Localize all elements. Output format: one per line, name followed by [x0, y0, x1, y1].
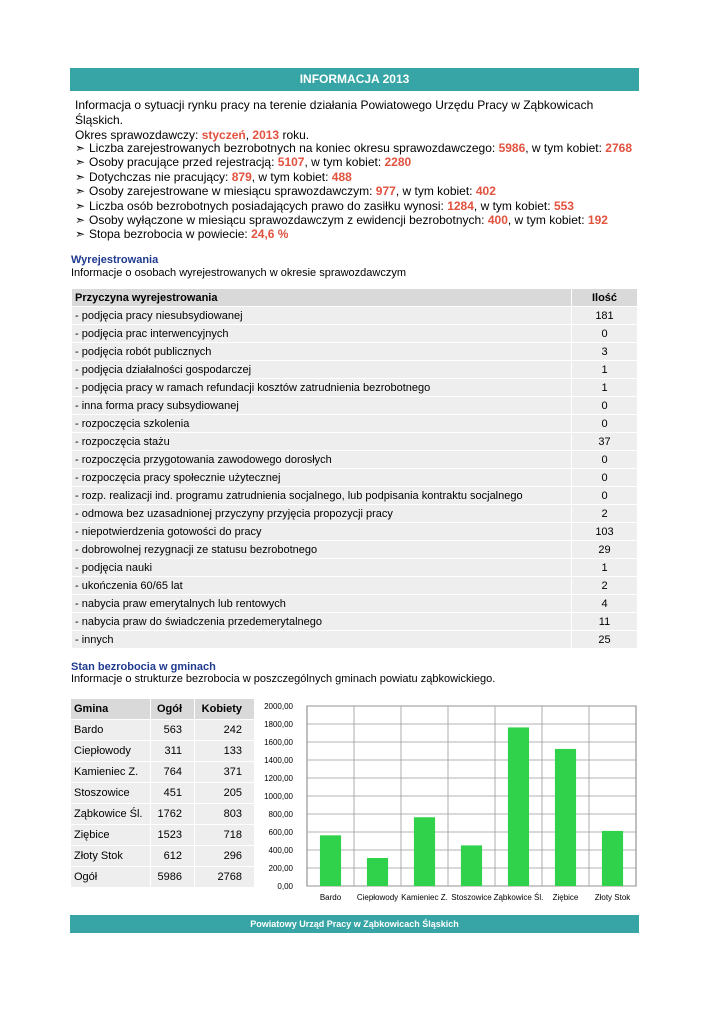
count-cell: 2	[572, 577, 638, 595]
reason-cell: - podjęcia prac interwencyjnych	[72, 325, 572, 343]
women-cell: 371	[195, 762, 255, 783]
summary-label: Dotychczas nie pracujący:	[89, 169, 232, 184]
count-cell: 0	[572, 325, 638, 343]
x-tick-label: Stoszowice	[451, 893, 492, 902]
summary-label: , w tym kobiet:	[507, 213, 588, 228]
table-row	[71, 741, 255, 762]
summary-value-women: 192	[587, 213, 608, 228]
summary-value-women: 2768	[605, 141, 632, 155]
count-cell: 1	[572, 361, 638, 379]
table-row	[72, 595, 638, 613]
report-title: INFORMACJA 2013	[299, 72, 410, 86]
total-cell: 5986	[151, 867, 195, 888]
table-row	[71, 783, 255, 804]
summary-item	[75, 170, 635, 184]
municipality-cell: Kamieniec Z.	[71, 762, 151, 783]
column-header-count: Ilość	[572, 289, 638, 307]
arrow-icon: ➣	[75, 169, 86, 184]
table-row	[71, 720, 255, 741]
table-row	[71, 867, 255, 888]
summary-label: Osoby zarejestrowane w miesiącu sprawozdawczym:	[89, 184, 376, 199]
table-row	[72, 541, 638, 559]
municipality-cell: Ciepłowody	[71, 741, 151, 762]
y-tick-label: 600,00	[268, 828, 293, 837]
y-tick-label: 1800,00	[264, 720, 293, 729]
table-row	[72, 361, 638, 379]
count-cell: 29	[572, 541, 638, 559]
x-tick-label: Złoty Stok	[594, 893, 631, 902]
summary-item	[75, 155, 635, 169]
summary-item	[75, 199, 635, 213]
table-row	[72, 631, 638, 649]
count-cell: 3	[572, 343, 638, 361]
summary-label: , w tym kobiet:	[251, 169, 332, 184]
municipality-cell: Stoszowice	[71, 783, 151, 804]
bar-ząbkowice-śl-	[508, 727, 529, 886]
table-row	[71, 804, 255, 825]
table-header-row	[72, 289, 638, 307]
reason-cell: - rozpoczęcia szkolenia	[72, 415, 572, 433]
x-tick-label: Ciepłowody	[356, 893, 399, 902]
women-cell: 205	[195, 783, 255, 804]
table-row	[72, 325, 638, 343]
municipalities-section-subtitle: Informacje o strukturze bezrobocia w poszczególnych gminach powiatu ząbkowickiego.	[71, 673, 496, 685]
y-tick-label: 0,00	[277, 882, 293, 891]
reason-cell: - podjęcia robót publicznych	[72, 343, 572, 361]
table-row	[72, 505, 638, 523]
table-row	[72, 577, 638, 595]
reason-cell: - podjęcia pracy w ramach refundacji kosztów zatrudnienia bezrobotnego	[72, 379, 572, 397]
footer-banner	[70, 915, 639, 933]
table-row	[71, 825, 255, 846]
reason-cell: - rozp. realizacji ind. programu zatrudnienia socjalnego, lub podpisania kontraktu socjalnego	[72, 487, 572, 505]
women-cell: 2768	[195, 867, 255, 888]
count-cell: 181	[572, 307, 638, 325]
count-cell: 103	[572, 523, 638, 541]
deregistered-section-subtitle: Informacje o osobach wyrejestrowanych w okresie sprawozdawczym	[71, 267, 407, 279]
table-row	[72, 451, 638, 469]
summary-value: 879	[231, 169, 252, 184]
count-cell: 25	[572, 631, 638, 649]
y-tick-label: 2000,00	[264, 702, 293, 711]
summary-item	[75, 213, 635, 227]
bar-ciepłowody	[367, 858, 388, 886]
intro-text	[75, 98, 635, 143]
table-row	[71, 846, 255, 867]
total-cell: 764	[151, 762, 195, 783]
arrow-icon: ➣	[75, 227, 86, 242]
x-tick-label: Ziębice	[552, 893, 579, 902]
count-cell: 0	[572, 397, 638, 415]
count-cell: 37	[572, 433, 638, 451]
total-cell: 451	[151, 783, 195, 804]
column-header-municipality: Gmina	[71, 699, 151, 720]
y-tick-label: 1400,00	[264, 756, 293, 765]
x-tick-label: Bardo	[319, 893, 342, 902]
summary-value-women: 2280	[384, 155, 412, 170]
women-cell: 803	[195, 804, 255, 825]
bar-kamieniec-z-	[414, 817, 435, 886]
reason-cell: - rozpoczęcia przygotowania zawodowego dorosłych	[72, 451, 572, 469]
summary-item	[75, 141, 635, 155]
reason-cell: - rozpoczęcia pracy społecznie użytecznej	[72, 469, 572, 487]
municipality-cell: Bardo	[71, 720, 151, 741]
intro-line: Informacja o sytuacji rynku pracy na terenie działania Powiatowego Urzędu Pracy w Ząbkowicach Śląskich.	[75, 98, 594, 127]
total-cell: 311	[151, 741, 195, 762]
arrow-icon: ➣	[75, 184, 86, 199]
count-cell: 0	[572, 451, 638, 469]
table-row	[72, 343, 638, 361]
summary-label: Stopa bezrobocia w powiecie:	[89, 227, 252, 242]
table-row	[72, 559, 638, 577]
table-header-row	[71, 699, 255, 720]
count-cell: 11	[572, 613, 638, 631]
municipality-table	[70, 698, 255, 888]
column-header-total: Ogół	[151, 699, 195, 720]
count-cell: 1	[572, 379, 638, 397]
unemployment-by-municipality-chart	[262, 696, 638, 908]
arrow-icon: ➣	[75, 141, 86, 155]
reason-cell: - podjęcia nauki	[72, 559, 572, 577]
y-tick-label: 1200,00	[264, 774, 293, 783]
summary-list	[75, 141, 635, 242]
summary-value: 400	[487, 213, 508, 228]
bar-ziębice	[555, 749, 576, 886]
count-cell: 0	[572, 487, 638, 505]
summary-value: 977	[375, 184, 396, 199]
reason-cell: - ukończenia 60/65 lat	[72, 577, 572, 595]
municipality-cell: Ząbkowice Śl.	[71, 804, 151, 825]
reason-cell: - nabycia praw do świadczenia przedemerytalnego	[72, 613, 572, 631]
y-tick-label: 1000,00	[264, 792, 293, 801]
summary-value: 5107	[277, 155, 305, 170]
table-row	[72, 379, 638, 397]
arrow-icon: ➣	[75, 198, 86, 213]
footer-text: Powiatowy Urząd Pracy w Ząbkowicach Śląskich	[250, 919, 459, 929]
arrow-icon: ➣	[75, 213, 86, 228]
total-cell: 612	[151, 846, 195, 867]
count-cell: 4	[572, 595, 638, 613]
summary-value-women: 553	[553, 198, 574, 213]
summary-value-women: 402	[475, 184, 496, 199]
bar-bardo	[320, 835, 341, 886]
reason-cell: - podjęcia pracy niesubsydiowanej	[72, 307, 572, 325]
reason-cell: - inna forma pracy subsydiowanej	[72, 397, 572, 415]
reason-cell: - rozpoczęcia stażu	[72, 433, 572, 451]
municipalities-section-title: Stan bezrobocia w gminach	[71, 661, 216, 673]
x-tick-label: Ząbkowice Śl.	[493, 893, 544, 902]
summary-item	[75, 227, 635, 241]
count-cell: 2	[572, 505, 638, 523]
y-tick-label: 400,00	[268, 846, 293, 855]
summary-value: 5986	[498, 141, 526, 155]
summary-label: Liczba zarejestrowanych bezrobotnych na koniec okresu sprawozdawczego:	[89, 141, 499, 155]
bar-złoty-stok	[602, 831, 623, 886]
summary-label: Osoby wyłączone w miesiącu sprawozdawczym z ewidencji bezrobotnych:	[89, 213, 488, 228]
table-row	[71, 762, 255, 783]
reason-cell: - nabycia praw emerytalnych lub rentowych	[72, 595, 572, 613]
count-cell: 0	[572, 469, 638, 487]
column-header-reason: Przyczyna wyrejestrowania	[72, 289, 572, 307]
summary-value: 24,6 %	[251, 227, 289, 242]
total-cell: 1523	[151, 825, 195, 846]
column-header-women: Kobiety	[195, 699, 255, 720]
table-row	[72, 613, 638, 631]
summary-label: , w tym kobiet:	[395, 184, 476, 199]
table-row	[72, 433, 638, 451]
table-row	[72, 397, 638, 415]
table-row	[72, 523, 638, 541]
reason-cell: - niepotwierdzenia gotowości do pracy	[72, 523, 572, 541]
reason-cell: - odmowa bez uzasadnionej przyczyny przyjęcia propozycji pracy	[72, 505, 572, 523]
summary-label: Liczba osób bezrobotnych posiadających prawo do zasiłku wynosi:	[89, 198, 448, 213]
period-year: 2013	[252, 128, 280, 142]
y-tick-label: 200,00	[268, 864, 293, 873]
arrow-icon: ➣	[75, 155, 86, 170]
period-month: styczeń	[201, 128, 246, 142]
deregistered-section-title: Wyrejestrowania	[71, 254, 159, 266]
deregistration-table	[71, 288, 638, 649]
count-cell: 0	[572, 415, 638, 433]
table-row	[72, 487, 638, 505]
women-cell: 718	[195, 825, 255, 846]
municipality-cell: Ziębice	[71, 825, 151, 846]
summary-label: Osoby pracujące przed rejestracją:	[89, 155, 278, 170]
summary-label: , w tym kobiet:	[304, 155, 385, 170]
summary-value: 1284	[447, 198, 474, 213]
y-tick-label: 800,00	[268, 810, 293, 819]
reason-cell: - dobrowolnej rezygnacji ze statusu bezrobotnego	[72, 541, 572, 559]
summary-label: , w tym kobiet:	[473, 198, 554, 213]
women-cell: 242	[195, 720, 255, 741]
total-cell: 563	[151, 720, 195, 741]
reason-cell: - innych	[72, 631, 572, 649]
women-cell: 296	[195, 846, 255, 867]
municipality-cell: Ogół	[71, 867, 151, 888]
summary-item	[75, 184, 635, 198]
reporting-period: Okres sprawozdawczy: styczeń, 2013 roku.	[75, 128, 310, 142]
y-tick-label: 1600,00	[264, 738, 293, 747]
total-cell: 1762	[151, 804, 195, 825]
table-row	[72, 415, 638, 433]
reason-cell: - podjęcia działalności gospodarczej	[72, 361, 572, 379]
count-cell: 1	[572, 559, 638, 577]
summary-label: , w tym kobiet:	[525, 141, 606, 155]
table-row	[72, 469, 638, 487]
report-title-banner	[70, 68, 639, 91]
summary-value-women: 488	[331, 169, 352, 184]
bar-stoszowice	[461, 845, 482, 886]
x-tick-label: Kamieniec Z.	[401, 893, 448, 902]
table-row	[72, 307, 638, 325]
women-cell: 133	[195, 741, 255, 762]
municipality-cell: Złoty Stok	[71, 846, 151, 867]
